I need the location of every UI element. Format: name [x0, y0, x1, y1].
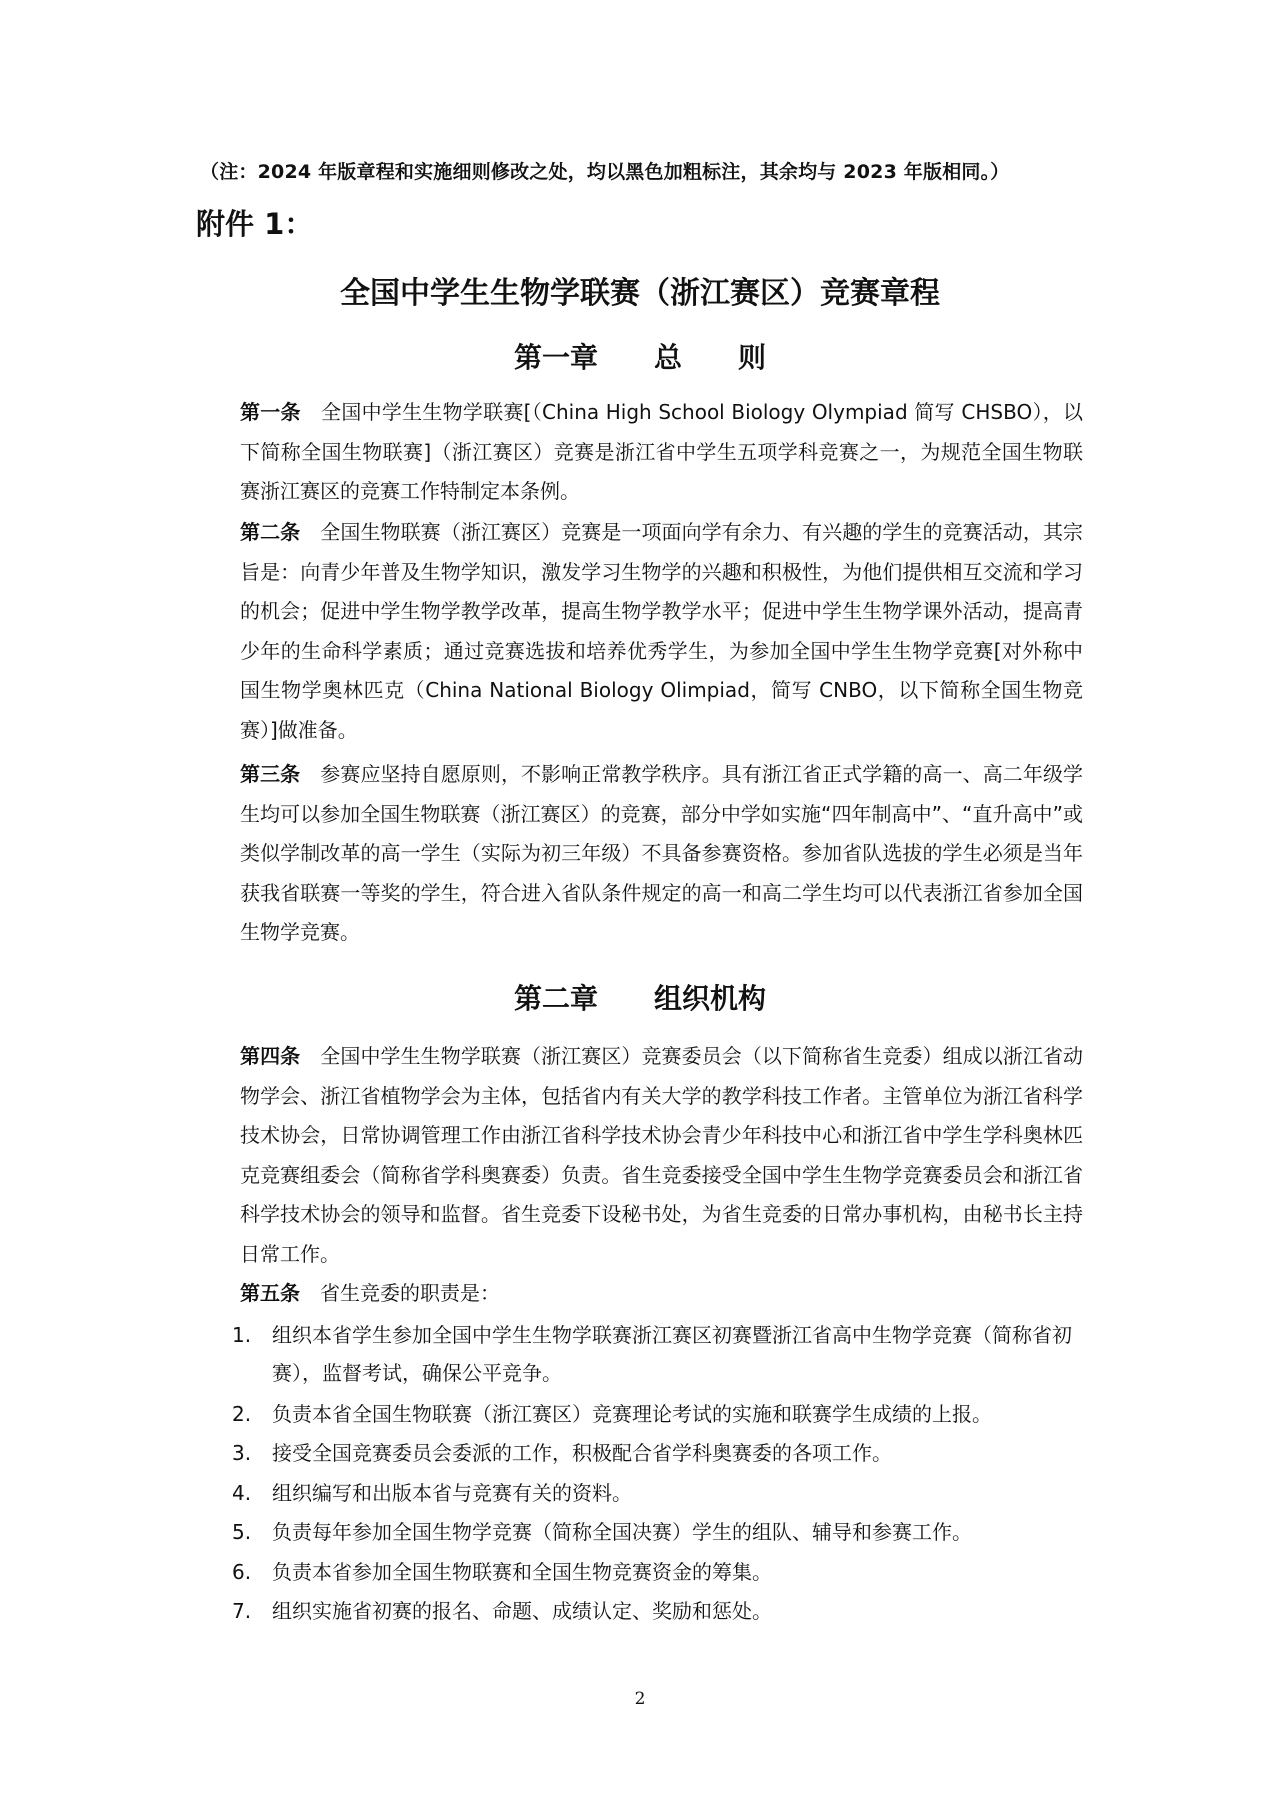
- article-4: [240, 1037, 1083, 1274]
- article-text: 全国生物联赛（浙江赛区）竞赛是一项面向学有余力、有兴趣的学生的竞赛活动，其宗旨是：向青少年普及生物学知识，激发学习生物学的兴趣和积极性，为他们提供相互交流和学习的机会；促进中学生物学教学改革，提高生物学教学水平；促进中学生生物学课外活动，提高青少年的生命科学素质；通过竞赛选拔和培养优秀学生，为参加全国中学生生物学竞赛[对外称中国生物学奥林匹克（China National Biology Olimpiad，简写 CNBO，以下简称全国生物竞赛）]做准备。: [240, 520, 1084, 742]
- article-text: 省生竞委的职责是：: [300, 1281, 500, 1305]
- list-item-number: 4.: [232, 1480, 252, 1505]
- list-item-number: 5.: [232, 1520, 252, 1544]
- document-title: 全国中学生生物学联赛（浙江赛区）竞赛章程: [340, 276, 940, 311]
- list-item-text: 组织本省学生参加全国中学生生物学联赛浙江赛区初赛暨浙江省高中生物学竞赛（简称省初赛），监督考试，确保公平竞争。: [272, 1323, 1072, 1385]
- list-item: [232, 1554, 1092, 1590]
- article-label: 第三条: [240, 762, 301, 786]
- duties-list: [232, 1316, 1092, 1633]
- list-item-text: 负责每年参加全国生物学竞赛（简称全国决赛）学生的组队、辅导和参赛工作。: [272, 1520, 972, 1544]
- list-item-number: 1.: [232, 1323, 252, 1347]
- list-item-number: 7.: [232, 1599, 252, 1623]
- list-item-text: 负责本省参加全国生物联赛和全国生物竞赛资金的筹集。: [272, 1559, 772, 1584]
- list-item: [232, 1316, 1092, 1392]
- list-item: [232, 1593, 1092, 1629]
- article-label: 第一条: [240, 400, 301, 424]
- article-text: 参赛应坚持自愿原则，不影响正常教学秩序。具有浙江省正式学籍的高一、高二年级学生均可以参加全国生物联赛（浙江赛区）的竞赛，部分中学如实施“四年制高中”、“直升高中”或类似学制改革的高一学生（实际为初三年级）不具备参赛资格。参加省队选拔的学生必须是当年获我省联赛一等奖的学生，符合进入省队条件规定的高一和高二学生均可以代表浙江省参加全国生物学竞赛。: [240, 762, 1084, 944]
- article-label: 第四条: [240, 1044, 301, 1068]
- revision-note: （注：2024 年版章程和实施细则修改之处，均以黑色加粗标注，其余均与 2023 年版相同。）: [200, 161, 1010, 183]
- article-2: [240, 513, 1083, 750]
- list-item-text: 组织实施省初赛的报名、命题、成绩认定、奖励和惩处。: [272, 1599, 772, 1623]
- list-item-number: 6.: [232, 1559, 252, 1584]
- list-item-text: 组织编写和出版本省与竞赛有关的资料。: [272, 1480, 632, 1505]
- article-label: 第二条: [240, 520, 301, 544]
- page-number: 2: [634, 1689, 646, 1709]
- list-item-text: 接受全国竞赛委员会委派的工作，积极配合省学科奥赛委的各项工作。: [272, 1441, 892, 1465]
- chapter-heading-2: 第二章 组织机构: [513, 982, 766, 1015]
- article-label: 第五条: [240, 1281, 300, 1305]
- article-text: 全国中学生生物学联赛（浙江赛区）竞赛委员会（以下简称省生竞委）组成以浙江省动物学会、浙江省植物学会为主体，包括省内有关大学的教学科技工作者。主管单位为浙江省科学技术协会，日常协调管理工作由浙江省科学技术协会青少年科技中心和浙江省中学生学科奥林匹克竞赛组委会（简称省学科奥赛委）负责。省生竞委接受全国中学生生物学竞赛委员会和浙江省科学技术协会的领导和监督。省生竞委下设秘书处，为省生竞委的日常办事机构，由秘书长主持日常工作。: [240, 1044, 1084, 1266]
- list-item: [232, 1396, 1092, 1432]
- article-text: 全国中学生生物学联赛[（China High School Biology Olympiad 简写 CHSBO），以下简称全国生物联赛]（浙江赛区）竞赛是浙江省中学生五项学科竞赛之一，为规范全国生物联赛浙江赛区的竞赛工作特制定本条例。: [240, 400, 1083, 503]
- list-item-number: 3.: [232, 1441, 252, 1465]
- list-item-number: 2.: [232, 1401, 252, 1426]
- list-item: [232, 1514, 1092, 1550]
- article-5: [240, 1275, 1083, 1311]
- chapter-heading-1: 第一章 总 则: [513, 341, 766, 374]
- list-item-text: 负责本省全国生物联赛（浙江赛区）竞赛理论考试的实施和联赛学生成绩的上报。: [272, 1401, 992, 1426]
- article-3: [240, 755, 1083, 953]
- list-item: [232, 1435, 1092, 1471]
- article-1: [240, 393, 1083, 512]
- list-item: [232, 1475, 1092, 1511]
- attachment-label: 附件 1：: [196, 207, 314, 241]
